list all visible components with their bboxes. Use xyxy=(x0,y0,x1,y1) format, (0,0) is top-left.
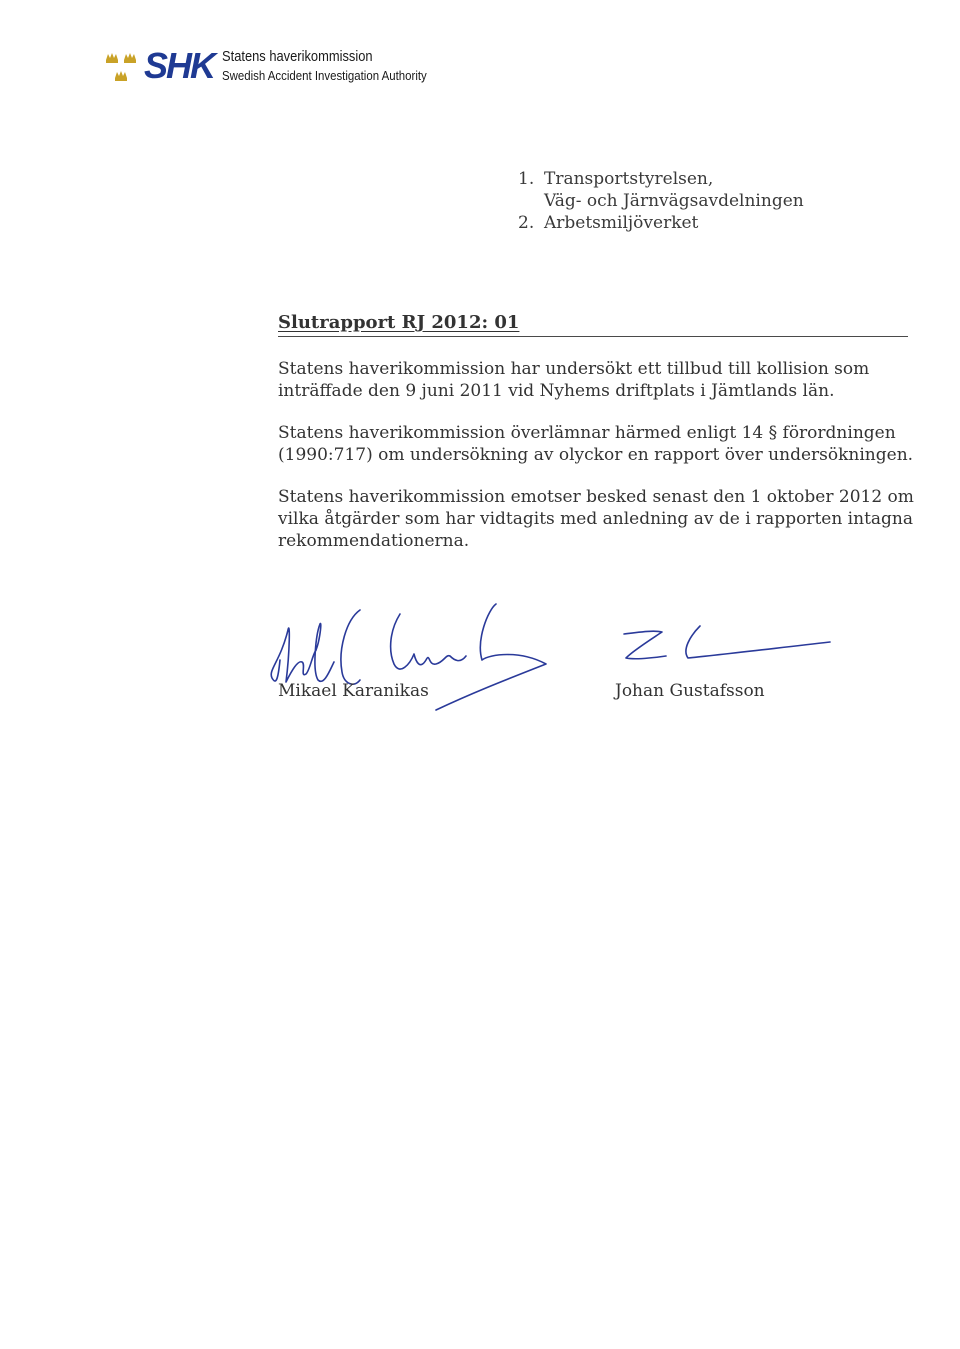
signature-johan-gustafsson xyxy=(610,600,850,680)
body-paragraph: Statens haverikommission emotser besked senast den 1 oktober 2012 om vilka åtgärder som har vidtagits med anledning av de i rapporten intagna rekommendationerna. xyxy=(278,487,914,551)
organization-subtitle: Swedish Accident Investigation Authority xyxy=(222,68,427,83)
signatory-name-left: Mikael Karanikas xyxy=(278,681,429,701)
recipient-line: Arbetsmiljöverket xyxy=(544,213,699,233)
organization-name: Statens haverikommission xyxy=(222,48,373,65)
report-title-text: Slutrapport RJ 2012: 01 xyxy=(278,312,520,333)
signatory-name-right: Johan Gustafsson xyxy=(615,681,765,701)
report-title xyxy=(278,312,908,337)
shk-logo: SHK xyxy=(144,45,215,86)
signature-area xyxy=(0,590,960,730)
recipient-number: 2. xyxy=(518,213,535,233)
body-paragraph: Statens haverikommission överlämnar härmed enligt 14 § förordningen (1990:717) om undersökning av olyckor en rapport över undersökningen. xyxy=(278,423,914,465)
report-title-block xyxy=(278,312,908,337)
letter-body xyxy=(278,358,918,572)
recipient-line: Transportstyrelsen, xyxy=(544,169,714,189)
three-crowns-icon xyxy=(104,50,140,84)
recipient-line: Väg- och Järnvägsavdelningen xyxy=(544,191,804,211)
recipient-number: 1. xyxy=(518,169,535,189)
body-paragraph: Statens haverikommission har undersökt ett tillbud till kollision som inträffade den 9 juni 2011 vid Nyhems driftplats i Jämtlands län. xyxy=(278,359,870,401)
